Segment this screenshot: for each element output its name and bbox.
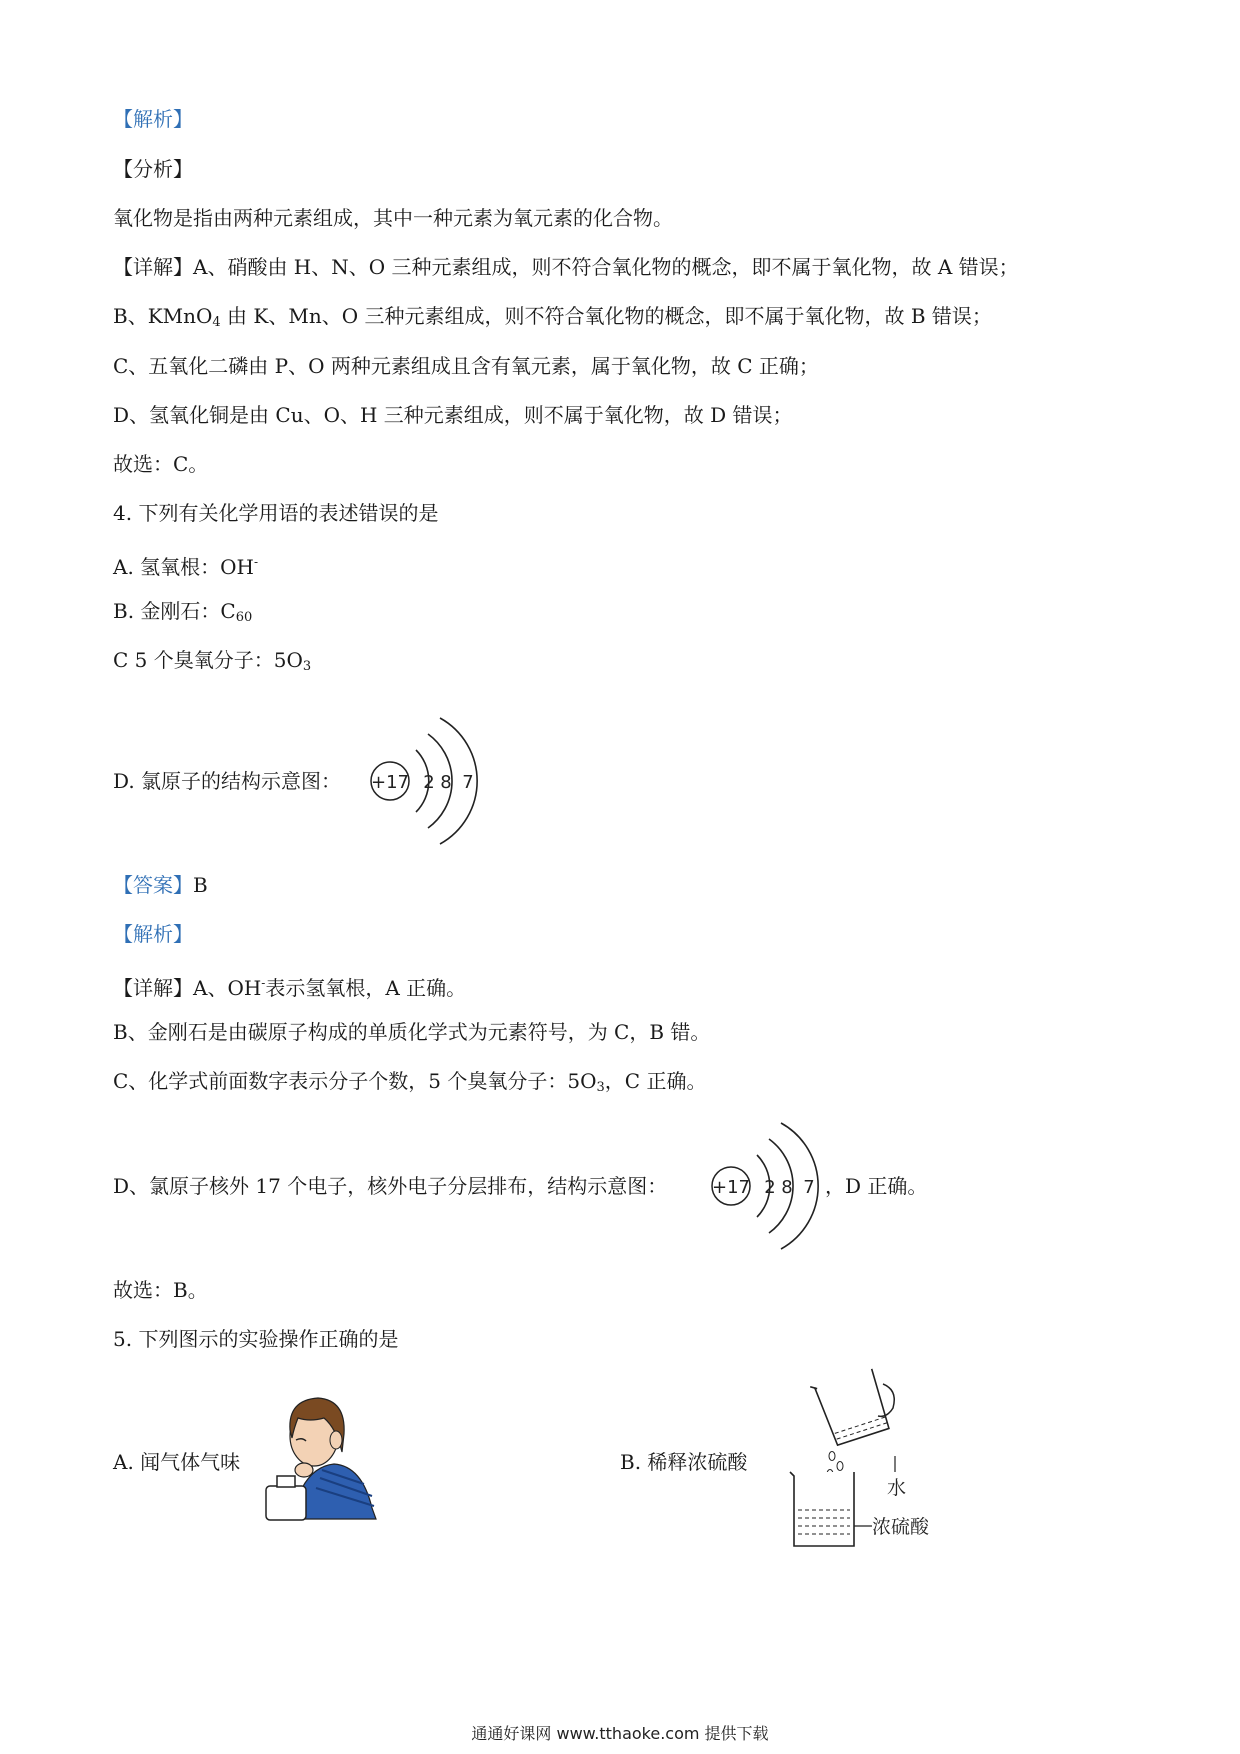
detail-a: 【详解】A、硝酸由 H、N、O 三种元素组成，则不符合氧化物的概念，即不属于氧化物，故 A 错误； <box>113 255 1019 279</box>
fenxi-heading: 【分析】 <box>113 157 193 181</box>
jiexi-heading: 【解析】 <box>113 107 193 131</box>
shell2-electrons: 8 <box>781 1177 793 1198</box>
detail-d: D、氢氧化铜是由 Cu、O、H 三种元素组成，则不属于氧化物，故 D 错误； <box>113 403 793 427</box>
q4-option-a: A. 氢氧根：OH- <box>113 555 259 579</box>
q5-option-a: A. 闻气体气味 <box>113 1450 241 1474</box>
jiexi-heading-2: 【解析】 <box>113 922 193 946</box>
q4-stem: 4. 下列有关化学用语的表述错误的是 <box>113 501 439 525</box>
xiangjie-tag: 【详解】 <box>113 255 193 279</box>
detail-b: B、KMnO$_4$ 由 K、Mn、O 三种元素组成，则不符合氧化物的概念，即不属于氧化物，故 B 错误； <box>113 304 992 330</box>
shell3-electrons: 7 <box>803 1177 815 1198</box>
nucleus-label: +17 <box>712 1177 750 1198</box>
ans4-detail-a: 【详解】A、OH-表示氢氧根，A 正确。 <box>113 976 467 1000</box>
shell1-electrons: 2 <box>764 1177 776 1198</box>
choice-c: 故选：C。 <box>113 452 209 476</box>
q4-option-c: C 5 个臭氧分子：$5O_3$ <box>113 648 312 674</box>
chlorine-atom-diagram-2 <box>707 1117 827 1257</box>
oxide-definition: 氧化物是指由两种元素组成，其中一种元素为氧元素的化合物。 <box>113 206 673 230</box>
choice-b: 故选：B。 <box>113 1278 208 1302</box>
nucleus-label: +17 <box>371 772 409 793</box>
shell3-electrons: 7 <box>462 772 474 793</box>
ans4-detail-b: B、金刚石是由碳原子构成的单质化学式为元素符号，为 C，B 错。 <box>113 1020 711 1044</box>
smelling-gas-illustration <box>262 1388 382 1523</box>
q5-option-b: B. 稀释浓硫酸 <box>620 1450 748 1474</box>
q4-option-b: B. 金刚石：$C_{60}$ <box>113 599 253 625</box>
ans4-detail-c: C、化学式前面数字表示分子个数，5 个臭氧分子：$5O_3$，C 正确。 <box>113 1069 707 1095</box>
water-label: 水 <box>887 1477 907 1499</box>
daan-tag: 【答案】 <box>113 873 193 897</box>
shell1-electrons: 2 <box>423 772 435 793</box>
answer-value: B <box>193 873 208 897</box>
answer-line <box>113 872 208 898</box>
shell2-electrons: 8 <box>440 772 452 793</box>
page-footer: 通通好课网 www.tthaoke.com 提供下载 <box>471 1724 769 1743</box>
q5-stem: 5. 下列图示的实验操作正确的是 <box>113 1327 399 1351</box>
ans4-detail-d-pre: D、氯原子核外 17 个电子，核外电子分层排布，结构示意图： <box>113 1174 668 1198</box>
dilute-sulfuric-acid-illustration <box>780 1368 945 1550</box>
acid-label: 浓硫酸 <box>872 1516 930 1538</box>
detail-c: C、五氧化二磷由 P、O 两种元素组成且含有氧元素，属于氧化物，故 C 正确； <box>113 354 819 378</box>
ans4-detail-d-post: ，D 正确。 <box>825 1174 928 1198</box>
chlorine-atom-diagram <box>366 712 486 852</box>
q4-option-d: D. 氯原子的结构示意图： <box>113 769 342 793</box>
